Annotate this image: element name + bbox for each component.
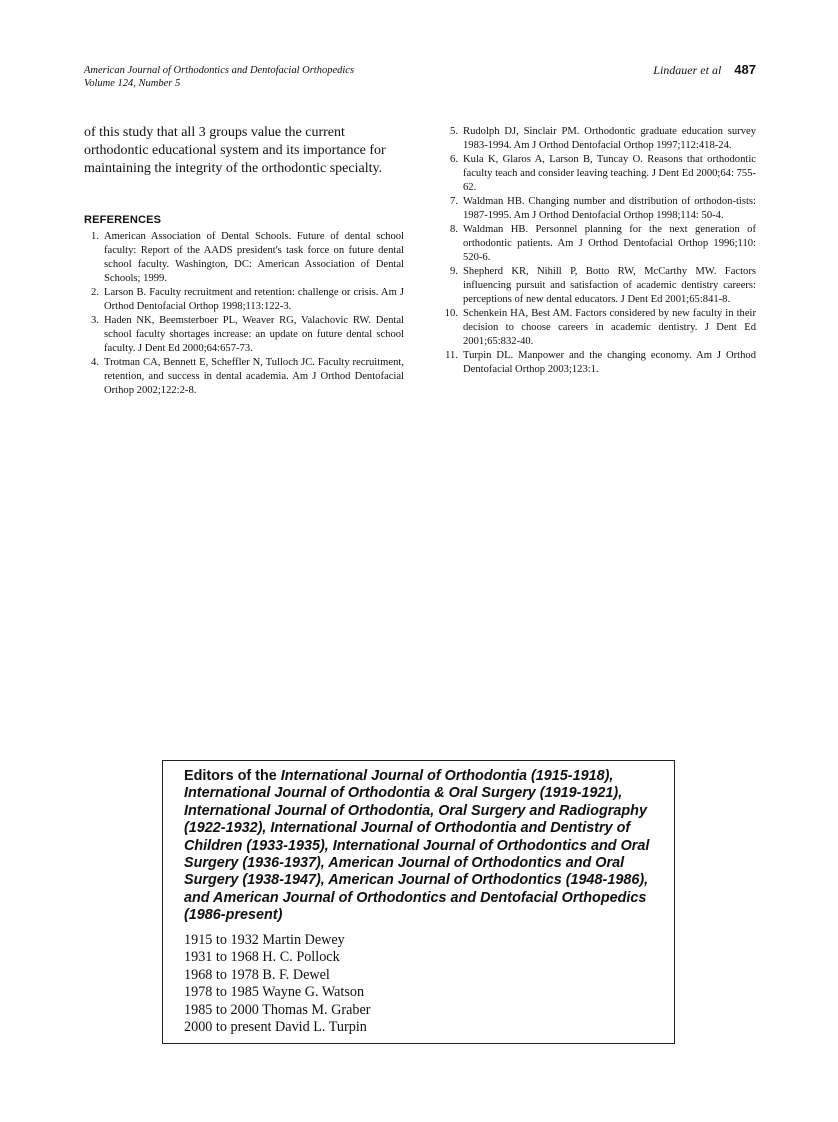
- title-journals: International Journal of Orthodontia (1915-1918), International Journal of Orthodontia & Oral Surgery (1919-1921), International Journal of Orthodontia, Oral Surgery and Radiography (1922-1932), International Journal of Orthodontia and Dentistry of Children (1933-1935), International Journal of Orthodontics and Oral Surgery (1936-1937), American Journal of Orthodontics and Oral Surgery (1938-1947), American Journal of Orthodontics (1948-1986), and American Journal of Orthodontics and Dentofacial Orthopedics (1986-present): [184, 768, 650, 924]
- right-column: [443, 125, 756, 377]
- editors-box: [162, 760, 675, 1044]
- reference-item: [443, 195, 756, 223]
- reference-number: 3.: [91, 315, 99, 326]
- left-column: [84, 124, 404, 398]
- reference-number: 2.: [91, 287, 99, 298]
- reference-text: Shepherd KR, Nihill P, Botto RW, McCarthy MW. Factors influencing pursuit and satisfaction of academic dentistry careers: perceptions of new dental educators. J Dent Ed 2001;65:841-8.: [463, 266, 756, 305]
- running-header-journal: [84, 64, 354, 90]
- title-prefix: Editors of the: [184, 768, 281, 784]
- journal-volume: Volume 124, Number 5: [84, 78, 181, 89]
- reference-item: [443, 307, 756, 349]
- reference-text: Waldman HB. Changing number and distribution of orthodon-tists: 1987-1995. Am J Orthod Dentofacial Orthop 1998;114: 50-4.: [463, 196, 756, 221]
- references-heading: REFERENCES: [84, 214, 162, 226]
- reference-number: 4.: [91, 357, 99, 368]
- running-authors: Lindauer et al: [653, 63, 722, 77]
- reference-text: Larson B. Faculty recruitment and retention: challenge or crisis. Am J Orthod Dentofacial Orthop 1998;113:122-3.: [104, 287, 404, 312]
- reference-item: [84, 286, 404, 314]
- reference-number: 7.: [450, 196, 458, 207]
- editor-entry: 1985 to 2000 Thomas M. Graber: [184, 1001, 371, 1018]
- reference-number: 11.: [445, 350, 458, 361]
- reference-number: 1.: [91, 231, 99, 242]
- running-header-page: [653, 62, 756, 78]
- reference-number: 8.: [450, 224, 458, 235]
- editor-entry: 1915 to 1932 Martin Dewey: [184, 931, 345, 948]
- reference-text: Kula K, Glaros A, Larson B, Tuncay O. Reasons that orthodontic faculty teach and consider leaving teaching. J Dent Ed 2000;64: 755-62.: [463, 154, 756, 193]
- reference-number: 6.: [450, 154, 458, 165]
- page-number: 487: [734, 62, 756, 77]
- editor-entry: 1978 to 1985 Wayne G. Watson: [184, 984, 365, 1001]
- references-list-right: [443, 125, 756, 377]
- reference-text: Schenkein HA, Best AM. Factors considered by new faculty in their decision to choose careers in academic dentistry. J Dent Ed 2001;65:832-40.: [463, 308, 756, 347]
- reference-number: 5.: [450, 126, 458, 137]
- reference-item: [443, 265, 756, 307]
- reference-item: [443, 349, 756, 377]
- reference-number: 10.: [444, 308, 458, 319]
- reference-item: [443, 153, 756, 195]
- reference-item: [443, 125, 756, 153]
- reference-item: [443, 223, 756, 265]
- editor-entry: 2000 to present David L. Turpin: [184, 1019, 367, 1036]
- reference-item: [84, 314, 404, 356]
- reference-text: Turpin DL. Manpower and the changing economy. Am J Orthod Dentofacial Orthop 2003;123:1.: [463, 350, 756, 375]
- reference-item: [84, 356, 404, 398]
- reference-text: Haden NK, Beemsterboer PL, Weaver RG, Valachovic RW. Dental school faculty shortages increase: an update on future dental school faculty. J Dent Ed 2000;64:657-73.: [104, 315, 404, 354]
- editor-entry: 1931 to 1968 H. C. Pollock: [184, 949, 340, 966]
- reference-text: Rudolph DJ, Sinclair PM. Orthodontic graduate education survey 1983-1994. Am J Orthod Dentofacial Orthop 1997;112:418-24.: [463, 126, 756, 151]
- editors-box-title: [184, 768, 654, 925]
- journal-name: American Journal of Orthodontics and Dentofacial Orthopedics: [84, 65, 355, 76]
- reference-text: Waldman HB. Personnel planning for the next generation of orthodontic patients. Am J Orthod Dentofacial Orthop 1996;110: 520-6.: [463, 224, 756, 263]
- reference-item: [84, 230, 404, 286]
- references-list-left: [84, 230, 404, 398]
- editor-entry: 1968 to 1978 B. F. Dewel: [184, 966, 330, 983]
- editors-list: [184, 932, 654, 1037]
- body-paragraph: of this study that all 3 groups value the current orthodontic educational system and its importance for maintaining the integrity of the orthodontic specialty.: [84, 125, 386, 176]
- reference-text: American Association of Dental Schools. Future of dental school faculty: Report of the AADS president's task force on future dental school faculty. Washington, DC: American Association of Dental Schools; 1999.: [104, 231, 404, 284]
- reference-number: 9.: [450, 266, 458, 277]
- reference-text: Trotman CA, Bennett E, Scheffler N, Tulloch JC. Faculty recruitment, retention, and success in dental academia. Am J Orthod Dentofacial Orthop 2002;122:2-8.: [104, 357, 404, 396]
